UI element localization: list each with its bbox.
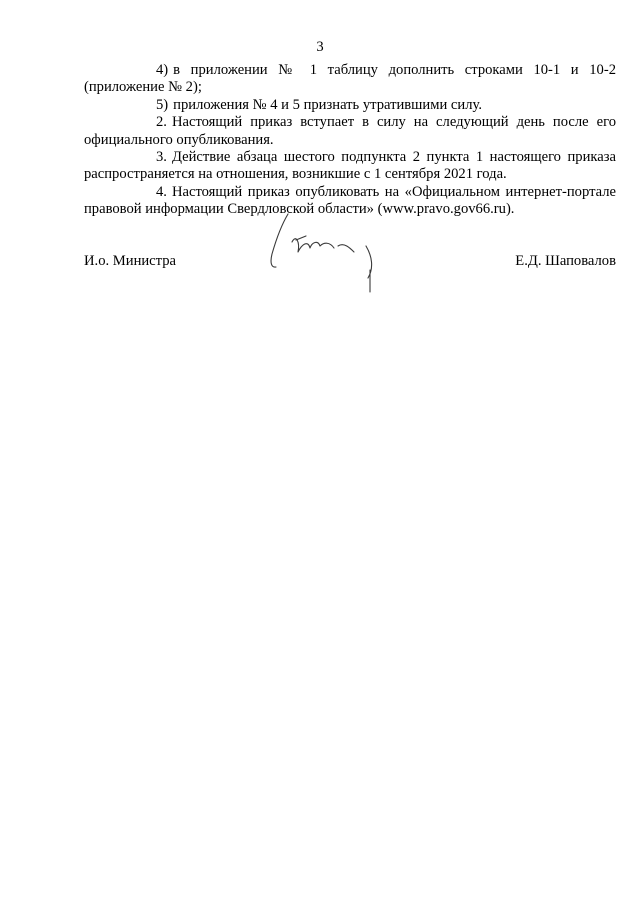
item-text: Настоящий приказ опубликовать на «Официальном интернет-портале правовой информации Свердловской области» (www.pravo.gov66.ru). <box>84 183 616 218</box>
page-number: 3 <box>316 39 324 55</box>
item-text: Действие абзаца шестого подпункта 2 пункта 1 настоящего приказа распространяется на отношения, возникшие с 1 сентября 2021 года. <box>84 149 616 183</box>
item-text: в приложении № 1 таблицу дополнить строками 10-1 и 10-2 (приложение № 2); <box>84 62 616 96</box>
item-number: 3. <box>156 149 167 166</box>
document-body <box>84 62 616 219</box>
item-number: 2. <box>156 114 167 131</box>
signatory-title: И.о. Министра <box>84 253 176 269</box>
item-number: 4. <box>156 183 167 200</box>
list-item <box>84 62 616 97</box>
item-text: приложения № 4 и 5 признать утратившими силу. <box>173 96 482 113</box>
signatory-name: Е.Д. Шаповалов <box>515 253 616 269</box>
list-item <box>84 149 616 184</box>
item-text: Настоящий приказ вступает в силу на следующий день после его официального опубликования. <box>84 114 616 148</box>
item-number: 5) <box>156 96 169 113</box>
list-item <box>84 97 616 114</box>
signature-block <box>84 251 616 271</box>
list-item <box>84 114 616 149</box>
item-number: 4) <box>156 62 169 78</box>
